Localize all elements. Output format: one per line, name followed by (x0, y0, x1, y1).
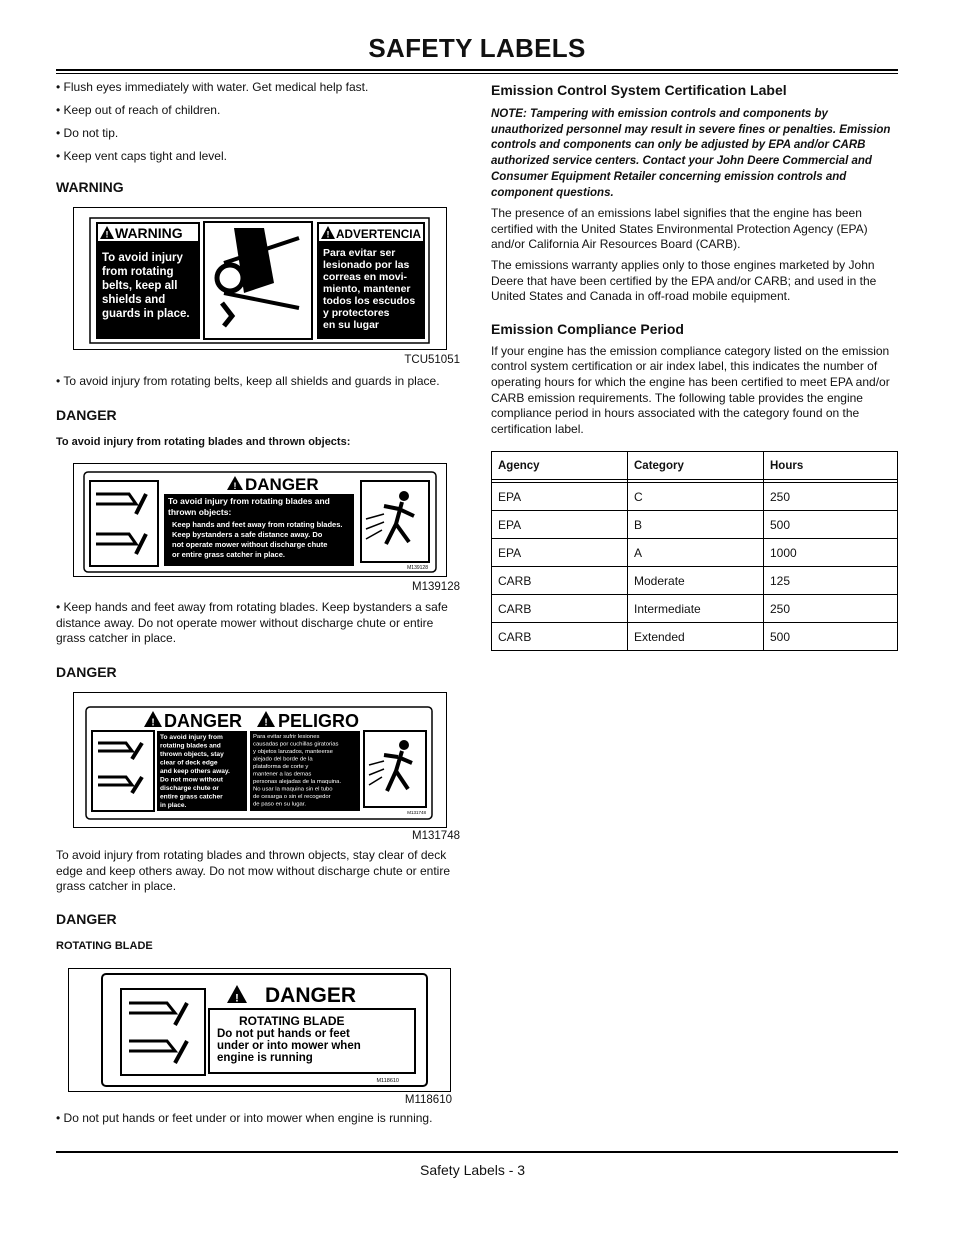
table-row (492, 623, 898, 651)
table-cell: Intermediate (628, 595, 764, 623)
left-column (56, 80, 460, 1127)
svg-text:!: ! (326, 229, 330, 240)
tampering-note: NOTE: Tampering with emission controls and components by unauthorized personnel may result in severe fines or penalties. Emission controls and components can only be adjusted by EPA and/or CARB authorized service centers. Contact your John Deere Commercial and Consumer Equipment Retailer concerning emission controls and component questions. (491, 108, 891, 199)
sign-line: plataforma de corte y (253, 763, 309, 770)
svg-text:!: ! (151, 717, 155, 729)
sign-line: Para evitar ser (323, 246, 396, 259)
table-cell: CARB (492, 567, 628, 595)
sign-line: To avoid injury from rotating blades and (168, 496, 330, 507)
table-cell: 250 (764, 595, 898, 623)
sign-line: y objetos lanzados, manteerse (253, 748, 333, 755)
sign-line: belts, keep all (102, 279, 178, 292)
table-header-agency: Agency (492, 452, 628, 480)
danger2-heading: DANGER (56, 663, 117, 680)
bullet-item: • Keep out of reach of children. (56, 102, 221, 117)
sign-line: miento, mantener (323, 282, 411, 295)
danger1-description: • Keep hands and feet away from rotating blades. Keep bystanders a safe distance away. Do not operate mower without discharge chute or entire grass catcher in place. (56, 599, 448, 646)
danger3-sign (69, 969, 450, 1091)
table-cell: A (628, 539, 764, 567)
sign-line: discharge chute or (160, 784, 219, 792)
warning-sign (74, 208, 446, 349)
sign-line: thrown objects: (168, 507, 232, 518)
sign-line: not operate mower without discharge chute (172, 540, 328, 550)
bullet-item: • Flush eyes immediately with water. Get medical help fast. (56, 80, 369, 94)
danger3-description: • Do not put hands or feet under or into mower when engine is running. (56, 1111, 433, 1126)
danger3-heading: DANGER (56, 911, 117, 928)
sign-header: WARNING (115, 224, 183, 241)
table-row (492, 511, 898, 539)
sign-line: To avoid injury from (160, 733, 223, 741)
table-cell: EPA (492, 483, 628, 511)
sign-line: de paso en su lugar. (253, 801, 307, 808)
sign-line: clear of deck edge (160, 759, 218, 767)
figure-id: M131748 (412, 829, 460, 842)
emission-heading: Emission Control System Certification Label (491, 82, 787, 98)
sign-line: Keep hands and feet away from rotating blades. (172, 520, 343, 530)
svg-text:!: ! (264, 717, 268, 729)
sign-code: M139128 (407, 565, 428, 572)
sign-header: ADVERTENCIA (336, 226, 422, 241)
table-cell: CARB (492, 595, 628, 623)
sign-line: guards in place. (102, 307, 190, 320)
sign-line: lesionado por las (323, 258, 410, 271)
emission-paragraph-1: The presence of an emissions label signifies that the engine has been certified with the United States Environmental Protection Agency (EPA) and/or California Air Resources Board (CARB). (491, 206, 868, 252)
belt-entanglement-icon (204, 222, 312, 339)
sign-line: To avoid injury (102, 251, 183, 264)
danger1-sign (74, 464, 446, 576)
sign-code: TCU51051 (394, 332, 424, 339)
svg-text:!: ! (105, 229, 109, 240)
svg-text:!: ! (235, 992, 239, 1005)
figure-id: TCU51051 (404, 353, 460, 366)
table-cell: 250 (764, 483, 898, 511)
sign-line: de cesarga o sin el recogedor (253, 793, 331, 800)
sign-line: en su lugar (323, 318, 380, 331)
table-cell: 125 (764, 567, 898, 595)
table-cell: Moderate (628, 567, 764, 595)
sign-line: Para evitar sufrir lesiones (253, 733, 320, 740)
danger1-subheading: To avoid injury from rotating blades and thrown objects: (56, 435, 351, 448)
bullet-item: • Do not tip. (56, 125, 119, 140)
sign-line: and keep others away. (160, 767, 230, 775)
sign-line: Do not put hands or feet (217, 1027, 350, 1040)
danger2-label-image (73, 692, 447, 828)
sign-line: under or into mower when (217, 1039, 361, 1052)
sign-line: y protectores (323, 306, 390, 319)
sign-line: personas alejadas de la maquina. (253, 778, 342, 785)
hand-blade-icon (121, 989, 205, 1075)
sign-code: M131748 (407, 809, 426, 815)
sign-header: DANGER (164, 710, 243, 731)
page-footer: Safety Labels - 3 (420, 1162, 526, 1178)
figure-id: M118610 (404, 1093, 452, 1106)
sign-header: DANGER (245, 475, 319, 495)
table-cell: CARB (492, 623, 628, 651)
right-column (491, 80, 898, 651)
sign-title: ROTATING BLADE (239, 1013, 345, 1028)
hand-blade-icon (92, 731, 154, 811)
danger1-heading: DANGER (56, 406, 117, 423)
table-header-hours: Hours (764, 452, 898, 480)
table-header-row (492, 452, 898, 480)
warning-heading: WARNING (56, 178, 124, 195)
warning-description: • To avoid injury from rotating belts, keep all shields and guards in place. (56, 374, 440, 389)
figure-id: M139128 (412, 581, 460, 594)
danger2-sign (74, 693, 446, 827)
compliance-heading: Emission Compliance Period (491, 320, 684, 337)
table-cell: C (628, 483, 764, 511)
bullet-item: • Keep vent caps tight and level. (56, 148, 227, 163)
danger1-label-image (73, 463, 447, 577)
sign-line: Do not mow without (160, 776, 223, 784)
compliance-paragraph: If your engine has the emission compliance category listed on the emission control system certification or air index label, this indicates the number of operating hours for which the engine has been certified to meet EPA and/or CARB emission requirements. The following table provides the engine compliance period in hours associated with the category found on the certification label. (491, 343, 890, 436)
sign-line: or entire grass catcher in place. (172, 550, 285, 560)
svg-text:!: ! (233, 481, 237, 492)
warning-triangle-icon (227, 476, 243, 491)
sign-line: No usar la maquina sin el tubo (253, 786, 333, 793)
title-rule (56, 69, 898, 71)
table-cell: EPA (492, 511, 628, 539)
warning-label-image (73, 207, 447, 350)
table-row (492, 539, 898, 567)
table-cell: Extended (628, 623, 764, 651)
sign-line: entire grass catcher (160, 793, 223, 801)
table-header-category: Category (628, 452, 764, 480)
table-row (492, 567, 898, 595)
hand-blade-icon (90, 481, 158, 566)
sign-header: DANGER (265, 983, 357, 1007)
compliance-table (491, 451, 898, 651)
danger3-label-image (68, 968, 451, 1092)
sign-line: todos los escudos (323, 294, 416, 307)
sign-header: PELIGRO (278, 710, 360, 731)
warning-triangle-icon (227, 985, 247, 1005)
footer-rule (56, 1151, 898, 1153)
sign-line: Keep bystanders a safe distance away. Do (172, 530, 323, 540)
table-cell: 500 (764, 623, 898, 651)
sign-line: causadas por cuchillas giratorias (253, 741, 339, 748)
sign-line: rotating blades and (160, 742, 221, 750)
table-cell: 1000 (764, 539, 898, 567)
sign-line: correas en movi- (323, 270, 408, 283)
table-cell: 500 (764, 511, 898, 539)
table-cell: EPA (492, 539, 628, 567)
danger2-description: To avoid injury from rotating blades and thrown objects, stay clear of deck edge and keep others away. Do not mow without discharge chute or entire grass catcher in place. (56, 848, 451, 894)
table-row (492, 595, 898, 623)
danger3-subheading: ROTATING BLADE (56, 940, 153, 953)
page-title: SAFETY LABELS (368, 33, 586, 63)
title-rule-thin (56, 73, 898, 74)
bullet-list (56, 80, 460, 165)
sign-line: shields and (102, 293, 166, 306)
sign-line: thrown objects, stay (160, 750, 224, 758)
sign-line: mantener a las demas (253, 771, 312, 778)
table-cell: B (628, 511, 764, 539)
sign-line: from rotating (102, 265, 174, 278)
emission-paragraph-2: The emissions warranty applies only to those engines marketed by John Deere that have been certified by the EPA and/or CARB; and used in the United States and Canada in off-road mobile equipment. (491, 258, 877, 304)
sign-line: engine is running (217, 1051, 313, 1064)
sign-line: alejado del borde de la (253, 756, 313, 763)
thrown-objects-icon (361, 481, 429, 562)
thrown-objects-icon (364, 731, 426, 807)
sign-code: M118610 (376, 1077, 399, 1084)
table-row (492, 483, 898, 511)
sign-line: in place. (160, 801, 187, 809)
